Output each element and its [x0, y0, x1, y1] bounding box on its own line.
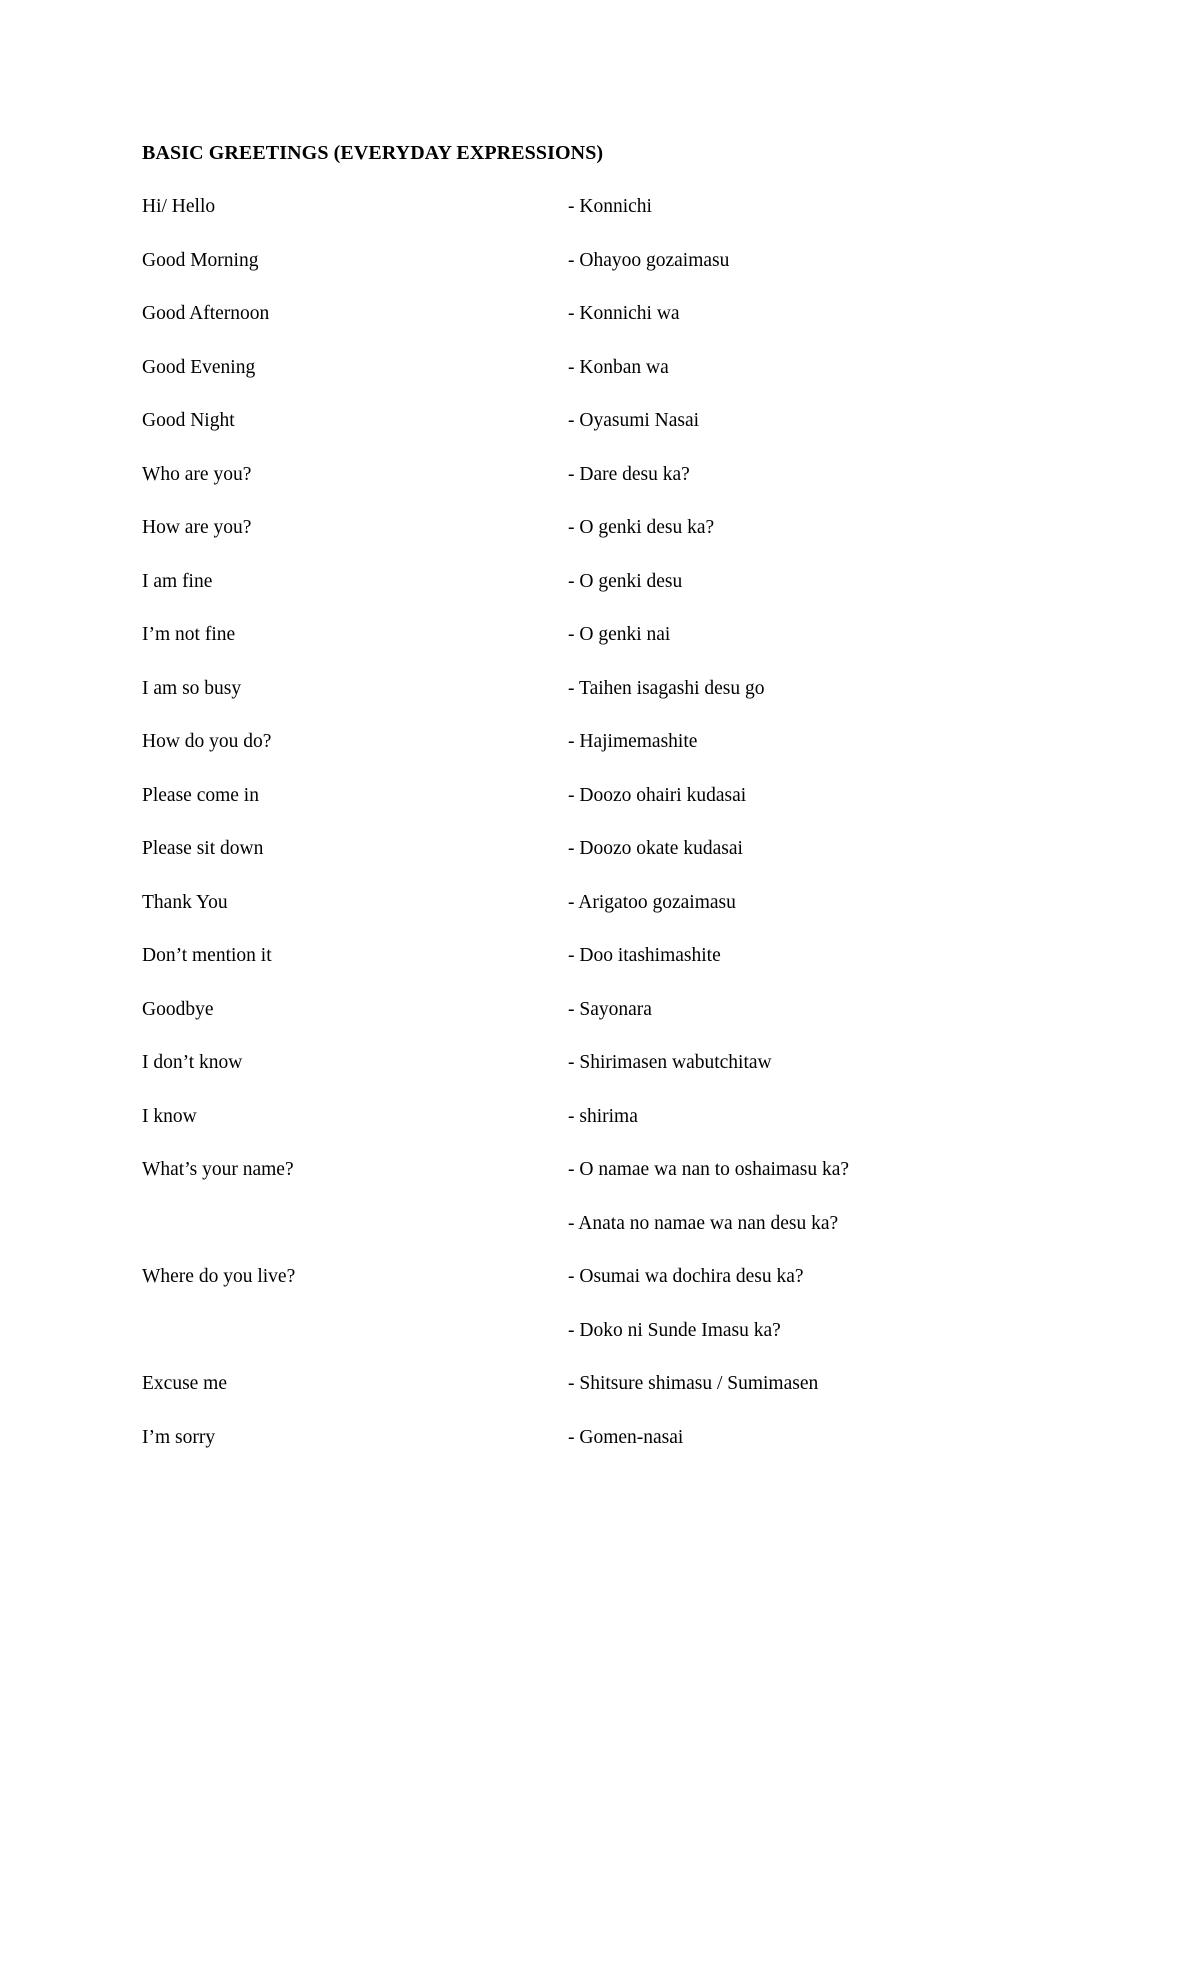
japanese-phrase: - shirima: [568, 1105, 638, 1127]
english-phrase: I’m not fine: [142, 624, 236, 645]
japanese-phrase: - Sayonara: [568, 998, 652, 1020]
japanese-phrase: - Doo itashimashite: [568, 945, 721, 966]
phrase-row: [142, 1319, 1042, 1373]
phrase-row: [142, 1158, 1042, 1212]
japanese-phrase: - O namae wa nan to oshaimasu ka?: [568, 1159, 850, 1180]
english-phrase: Good Night: [142, 410, 235, 431]
japanese-phrase: - Shirimasen wabutchitaw: [568, 1052, 772, 1073]
phrase-row: [142, 195, 1042, 249]
japanese-phrase: - Ohayoo gozaimasu: [568, 249, 730, 271]
english-phrase: Please sit down: [142, 838, 264, 859]
phrase-row: [142, 623, 1042, 677]
english-phrase: Good Evening: [142, 356, 256, 378]
phrase-row: [142, 1372, 1042, 1426]
english-phrase: Don’t mention it: [142, 945, 272, 966]
japanese-phrase: - Konnichi wa: [568, 303, 680, 324]
phrase-row: [142, 1051, 1042, 1105]
english-phrase: I know: [142, 1105, 197, 1127]
phrase-row: [142, 409, 1042, 463]
japanese-phrase: - Oyasumi Nasai: [568, 410, 700, 431]
phrase-row: [142, 1265, 1042, 1319]
japanese-phrase: - Doozo okate kudasai: [568, 838, 743, 859]
english-phrase: I am so busy: [142, 677, 242, 699]
japanese-phrase: - Arigatoo gozaimasu: [568, 891, 736, 913]
english-phrase: How are you?: [142, 517, 252, 538]
japanese-phrase: - Konban wa: [568, 356, 669, 378]
japanese-phrase: - O genki nai: [568, 624, 671, 645]
phrase-row: [142, 1212, 1042, 1266]
english-phrase: Who are you?: [142, 463, 252, 485]
japanese-phrase: - Gomen-nasai: [568, 1426, 684, 1448]
english-phrase: Goodbye: [142, 998, 214, 1020]
japanese-phrase: - Konnichi: [568, 196, 652, 217]
phrase-row: [142, 516, 1042, 570]
phrase-row: [142, 784, 1042, 838]
english-phrase: Thank You: [142, 891, 228, 913]
english-phrase: Hi/ Hello: [142, 196, 216, 217]
phrase-list: [142, 195, 1042, 1479]
english-phrase: What’s your name?: [142, 1159, 294, 1180]
japanese-phrase: - Shitsure shimasu / Sumimasen: [568, 1373, 819, 1394]
japanese-phrase: - O genki desu ka?: [568, 517, 715, 538]
phrase-row: [142, 249, 1042, 303]
phrase-row: [142, 944, 1042, 998]
japanese-phrase: - Hajimemashite: [568, 731, 698, 752]
japanese-phrase: - Anata no namae wa nan desu ka?: [568, 1212, 839, 1234]
japanese-phrase: - Doko ni Sunde Imasu ka?: [568, 1319, 781, 1341]
phrase-row: [142, 891, 1042, 945]
english-phrase: Where do you live?: [142, 1266, 296, 1287]
japanese-phrase: - Osumai wa dochira desu ka?: [568, 1266, 804, 1287]
english-phrase: I’m sorry: [142, 1426, 216, 1448]
phrase-row: [142, 1105, 1042, 1159]
english-phrase: Good Afternoon: [142, 303, 270, 324]
japanese-phrase: - Dare desu ka?: [568, 463, 690, 485]
japanese-phrase: - Taihen isagashi desu go: [568, 677, 765, 699]
phrase-row: [142, 1426, 1042, 1480]
phrase-row: [142, 677, 1042, 731]
phrase-row: [142, 302, 1042, 356]
english-phrase: Please come in: [142, 784, 259, 806]
phrase-row: [142, 998, 1042, 1052]
english-phrase: I am fine: [142, 570, 213, 592]
english-phrase: How do you do?: [142, 731, 272, 752]
page-title: BASIC GREETINGS (EVERYDAY EXPRESSIONS): [142, 142, 604, 164]
japanese-phrase: - O genki desu: [568, 570, 683, 592]
phrase-row: [142, 356, 1042, 410]
phrase-row: [142, 570, 1042, 624]
english-phrase: I don’t know: [142, 1052, 243, 1073]
phrase-row: [142, 730, 1042, 784]
english-phrase: Excuse me: [142, 1373, 228, 1394]
phrase-row: [142, 463, 1042, 517]
english-phrase: Good Morning: [142, 249, 259, 271]
phrase-row: [142, 837, 1042, 891]
japanese-phrase: - Doozo ohairi kudasai: [568, 784, 747, 806]
